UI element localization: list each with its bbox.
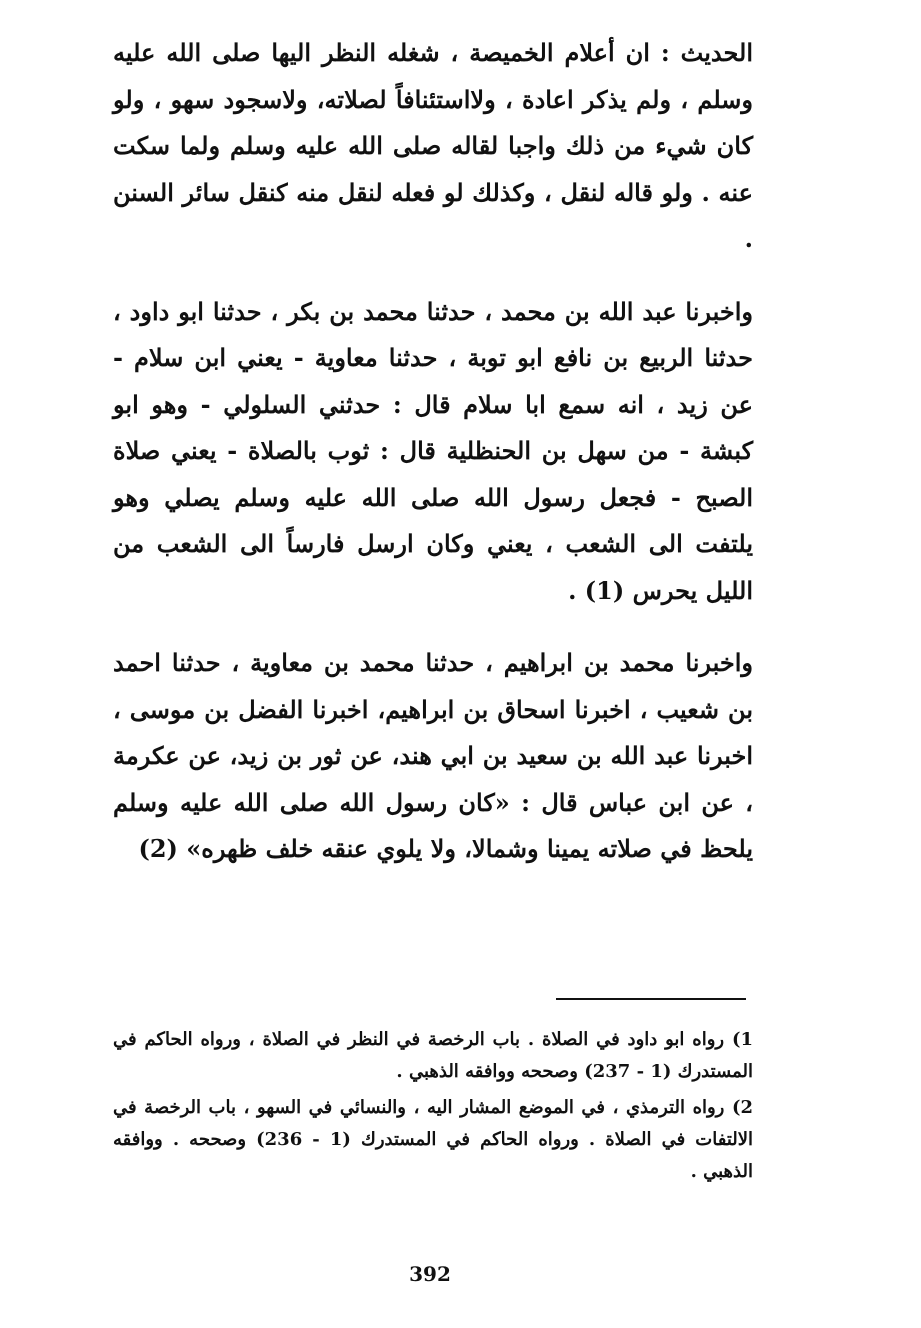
main-text [113,30,753,899]
footnotes [113,1024,753,1192]
footnote-2: 2) رواه الترمذي ، في الموضع المشار اليه ، والنسائي في السهو ، باب الرخصة في الالتفات في الصلاة . ورواه الحاكم في المستدرك (1 - 236) وصححه . ووافقه الذهبي . [113,1097,753,1182]
footnote-separator [556,998,746,1000]
paragraph-3: واخبرنا محمد بن ابراهيم ، حدثنا محمد بن معاوية ، حدثنا احمد بن شعيب ، اخبرنا اسحاق بن ابراهيم، اخبرنا الفضل بن موسى ، اخبرنا عبد الله بن سعيد بن ابي هند، عن ثور بن زيد، عن عكرمة ، عن ابن عباس قال : «كان رسول الله صلى الله عليه وسلم يلحظ في صلاته يمينا وشمالا، ولا يلوي عنقه خلف ظهره» (2) [113,648,753,863]
paragraph-1: الحديث : ان أعلام الخميصة ، شغله النظر اليها صلى الله عليه وسلم ، ولم يذكر اعادة ، ولااستئنافاً لصلاته، ولاسجود سهو ، ولو كان شيء من ذلك واجبا لقاله صلى الله عليه وسلم ولما سكت عنه . ولو قاله لنقل ، وكذلك لو فعله لنقل منه كنقل سائر السنن . [113,38,753,253]
footnote-1: 1) رواه ابو داود في الصلاة . باب الرخصة في النظر في الصلاة ، ورواه الحاكم في المستدرك (1 - 237) وصححه ووافقه الذهبي . [113,1029,753,1082]
page-number: 392 [409,1262,451,1286]
paragraph-2: واخبرنا عبد الله بن محمد ، حدثنا محمد بن بكر ، حدثنا ابو داود ، حدثنا الربيع بن نافع ابو توبة ، حدثنا معاوية - يعني ابن سلام - عن زيد ، انه سمع ابا سلام قال : حدثني السلولي - وهو ابو كبشة - من سهل بن الحنظلية قال : ثوب بالصلاة - يعني صلاة الصبح - فجعل رسول الله صلى الله عليه وسلم يصلي وهو يلتفت الى الشعب ، يعني وكان ارسل فارساً الى الشعب من الليل يحرس (1) . [113,296,753,605]
